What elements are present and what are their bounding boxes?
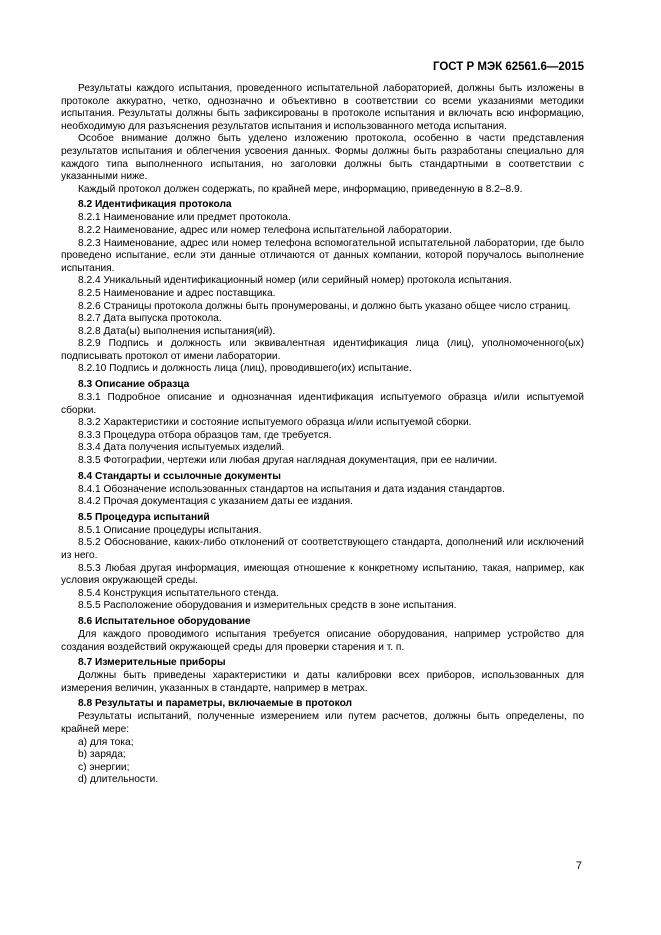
clause: 8.4.2 Прочая документация с указанием даты ее издания. — [78, 496, 353, 508]
clause: 8.3.1 Подробное описание и однозначная идентификация испытуемого образца и/или испытуемой сборки. — [61, 392, 584, 416]
clause: 8.5.1 Описание процедуры испытания. — [78, 524, 262, 536]
clause: 8.2.3 Наименование, адрес или номер телефона вспомогательной испытательной лаборатории, где было проведено испытание, если эти данные отличаются от данных компании, которой поручалось выполнение испытания. — [61, 237, 584, 274]
document-body — [61, 83, 584, 787]
clause: 8.2.7 Дата выпуска протокола. — [78, 313, 222, 325]
list-item: а) для тока; — [78, 736, 134, 748]
clause: 8.2.2 Наименование, адрес или номер телефона испытательной лаборатории. — [78, 224, 452, 236]
clause: 8.2.4 Уникальный идентификационный номер (или серийный номер) протокола испытания. — [78, 275, 512, 287]
list-item: c) энергии; — [78, 761, 130, 773]
paragraph: Для каждого проводимого испытания требуется описание оборудования, например устройство для создания воздействий окружающей среды для проверки старения и т. п. — [61, 628, 584, 653]
clause: 8.2.1 Наименование или предмет протокола. — [78, 212, 291, 224]
document-code: ГОСТ Р МЭК 62561.6—2015 — [432, 61, 584, 73]
page-number: 7 — [575, 860, 582, 872]
section-heading-8-8: 8.8 Результаты и параметры, включаемые в протокол — [78, 698, 353, 710]
clause: 8.2.5 Наименование и адрес поставщика. — [78, 287, 276, 299]
clause: 8.5.2 Обоснование, каких-либо отклонений от соответствующего стандарта, дополнений или исключений из него. — [61, 537, 584, 561]
list-item: b) заряда; — [78, 749, 126, 761]
paragraph: Результаты каждого испытания, проведенного испытательной лабораторией, должны быть изложены в протоколе аккуратно, четко, однозначно и объективно в соответствии со всеми указаниями методики испытания. Результаты должны быть зафиксированы в протоколе испытания и включать всю информацию, необходимую для разъяснения результатов испытания и использованного метода испытания. — [61, 83, 584, 132]
section-heading-8-7: 8.7 Измерительные приборы — [78, 657, 226, 669]
clause: 8.2.6 Страницы протокола должны быть пронумерованы, и должно быть указано общее число страниц. — [78, 300, 571, 312]
clause: 8.5.5 Расположение оборудования и измерительных средств в зоне испытания. — [78, 600, 457, 612]
clause: 8.2.9 Подпись и должность или эквивалентная идентификация лица (лиц), уполномоченного(ых) подписывать протокол от имени лаборатории. — [61, 338, 584, 362]
clause: 8.3.5 Фотографии, чертежи или любая другая наглядная документация, при ее наличии. — [78, 455, 498, 467]
clause: 8.5.4 Конструкция испытательного стенда. — [78, 587, 279, 599]
clause: 8.5.3 Любая другая информация, имеющая отношение к конкретному испытанию, такая, например, как условия окружающей среды. — [61, 562, 584, 587]
section-heading-8-5: 8.5 Процедура испытаний — [78, 511, 210, 523]
clause: 8.3.4 Дата получения испытуемых изделий. — [78, 442, 285, 454]
clause: 8.3.2 Характеристики и состояние испытуемого образца и/или испытуемой сборки. — [78, 417, 472, 429]
paragraph: Результаты испытаний, полученные измерением или путем расчетов, должны быть определены, по крайней мере: — [61, 711, 584, 735]
clause: 8.2.8 Дата(ы) выполнения испытания(ий). — [78, 325, 276, 337]
paragraph: Особое внимание должно быть уделено изложению протокола, особенно в части представления результатов испытания и облегчения усвоения данных. Формы должны быть разработаны специально для каждого типа выполненного испытания, но заголовки должны быть стандартными в соответствии с указанными ниже. — [61, 133, 584, 183]
paragraph: Каждый протокол должен содержать, по крайней мере, информацию, приведенную в 8.2–8.9. — [78, 183, 523, 195]
clause: 8.3.3 Процедура отбора образцов там, где требуется. — [78, 429, 332, 441]
section-heading-8-3: 8.3 Описание образца — [78, 379, 190, 391]
section-heading-8-4: 8.4 Стандарты и ссылочные документы — [78, 470, 281, 482]
list-item: d) длительности. — [78, 774, 159, 786]
paragraph: Должны быть приведены характеристики и даты калибровки всех приборов, использованных для измерения величин, указанных в стандарте, например в метрах. — [61, 670, 584, 694]
clause: 8.4.1 Обозначение использованных стандартов на испытания и дата издания стандартов. — [78, 483, 505, 495]
section-heading-8-6: 8.6 Испытательное оборудование — [78, 615, 251, 627]
section-heading-8-2: 8.2 Идентификация протокола — [78, 199, 232, 211]
clause: 8.2.10 Подпись и должность лица (лиц), проводившего(их) испытание. — [78, 363, 412, 375]
